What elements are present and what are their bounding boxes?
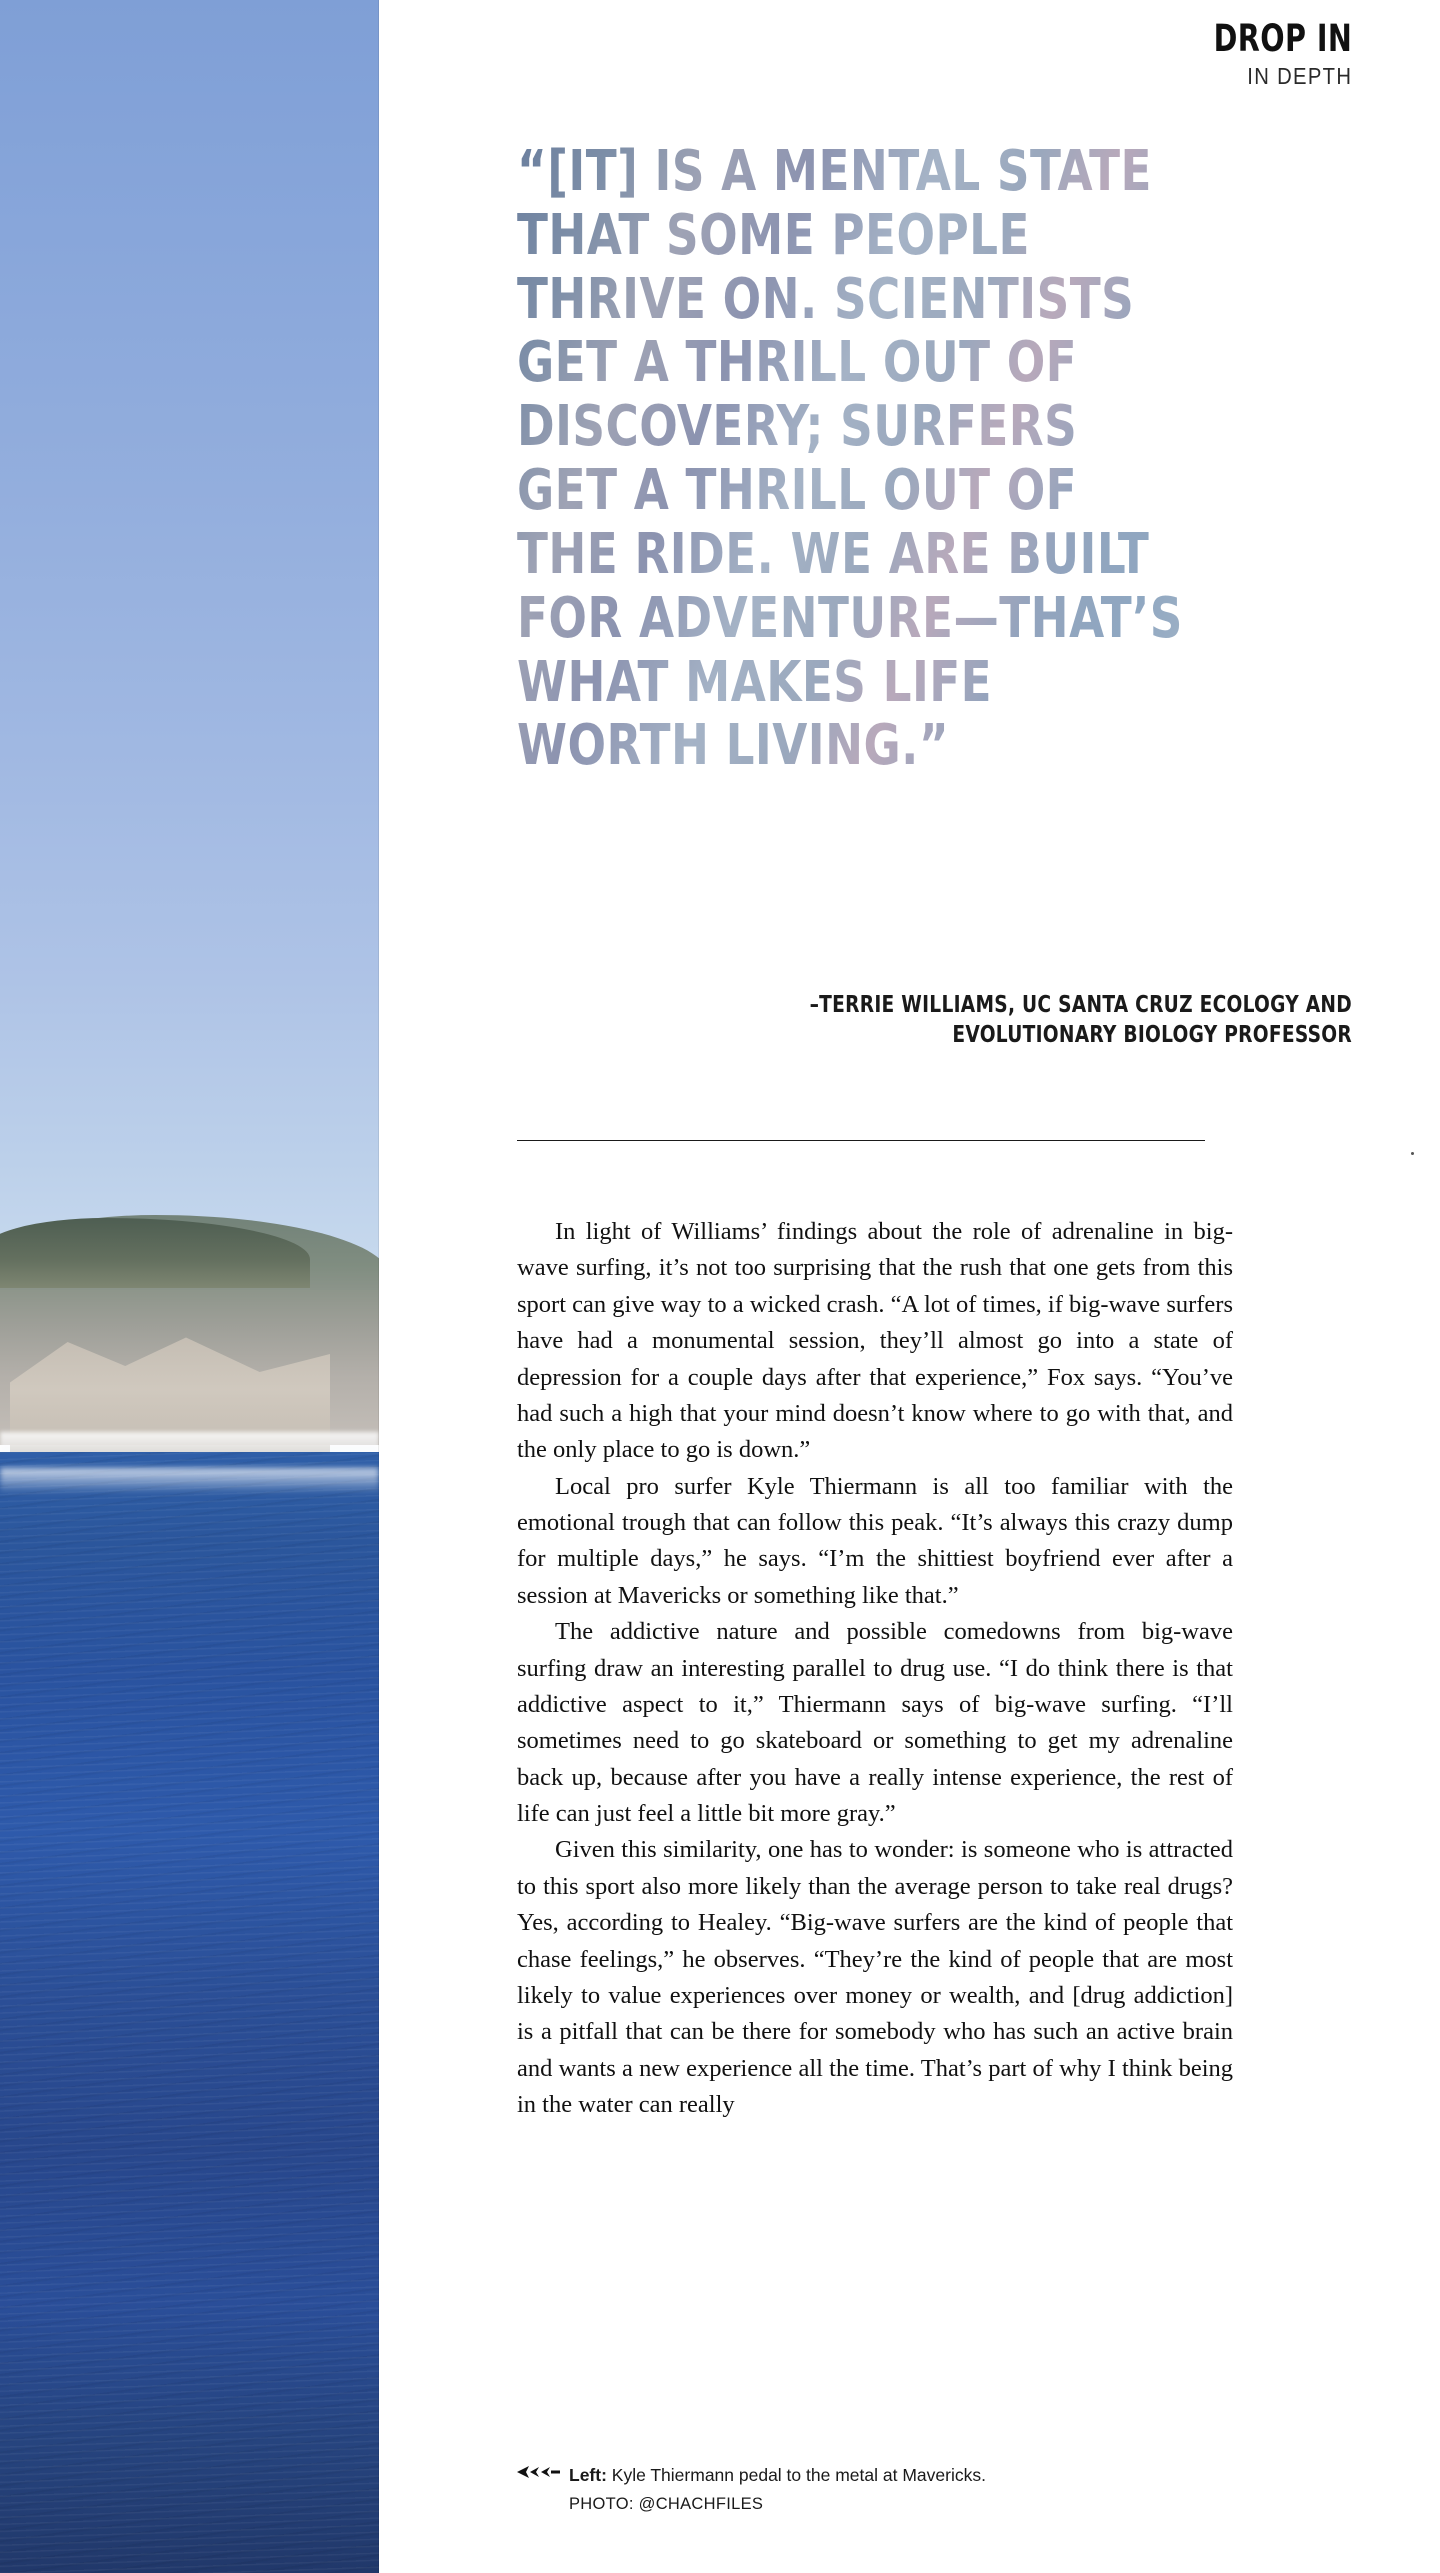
pull-quote-line: THAT SOME PEOPLE <box>517 202 1030 268</box>
photo-sky <box>0 0 379 1290</box>
attribution-line-2: EVOLUTIONARY BIOLOGY PROFESSOR <box>952 1022 1352 1049</box>
pull-quote-line: THRIVE ON. SCIENTISTS <box>517 266 1135 332</box>
article-column <box>379 0 1440 2573</box>
pull-quote-line: “[IT] IS A MENTAL STATE <box>517 139 1152 204</box>
body-paragraph: The addictive nature and possible comedowns from big-wave surfing draw an interesting parallel to drug use. “I do think there is that addictive aspect to it,” Thiermann says of big-wave surfing. “I’ll sometimes need to go skateboard or something to get my adrenaline back up, because after you have a really intense experience, the rest of life can just feel a little bit more gray.” <box>517 1618 1233 1827</box>
section-divider <box>517 1140 1205 1141</box>
section-kicker: DROP IN <box>1213 17 1352 60</box>
body-paragraph: Given this similarity, one has to wonder: is someone who is attracted to this sport also more likely than the average person to take real drugs? Yes, according to Healey. “Big-wave surfers are the kind of people that chase feelings,” he observes. “They’re the kind of people that are most likely to value experiences over money or wealth, and [drug addiction] is a pitfall that can be there for somebody who has such an active brain and wants a new experience all the time. That’s part of why I think being in the water can really <box>517 1836 1233 2118</box>
pull-quote-line: WORTH LIVING.” <box>517 713 950 779</box>
pull-quote-line: WHAT MAKES LIFE <box>517 649 993 715</box>
caption-credit: PHOTO: @CHACHFILES <box>569 2495 764 2514</box>
pull-quote-line: GET A THRILL OUT OF <box>517 458 1078 524</box>
pull-quote-attribution <box>704 990 1352 1051</box>
pull-quote-line: THE RIDE. WE ARE BUILT <box>517 521 1150 587</box>
divider-dot <box>1411 1152 1414 1155</box>
running-head <box>1191 17 1352 89</box>
surf-photo-left <box>0 0 379 2573</box>
caption-label: Left: <box>569 2465 607 2485</box>
photo-caption <box>569 2462 1269 2517</box>
body-paragraph: In light of Williams’ findings about the role of adrenaline in big-wave surfing, it’s not too surprising that the rush that one gets from this sport can give way to a wicked crash. “A lot of times, if big-wave surfers have had a monumental session, they’ll almost go into a state of depression for a couple days after that experience,” Fox says. “You’ve had such a high that your mind doesn’t know where to go with that, and the only place to go is down.” <box>517 1218 1233 1464</box>
article-body <box>517 1214 1233 2123</box>
left-arrow-icon <box>517 2463 563 2481</box>
photo-ocean <box>0 1452 379 2573</box>
caption-text: Kyle Thiermann pedal to the metal at Mavericks. <box>611 2465 986 2485</box>
pull-quote-line: DISCOVERY; SURFERS <box>517 394 1078 460</box>
pull-quote <box>517 140 1264 778</box>
photo-wave-crest <box>0 1468 379 1494</box>
pull-quote-line: FOR ADVENTURE—THAT’S <box>517 585 1183 651</box>
attribution-line-1: –TERRIE WILLIAMS, UC SANTA CRUZ ECOLOGY AND <box>809 992 1352 1018</box>
pull-quote-line: GET A THRILL OUT OF <box>517 330 1078 396</box>
section-subtitle: IN DEPTH <box>1246 63 1352 89</box>
body-paragraph: Local pro surfer Kyle Thiermann is all too familiar with the emotional trough that can follow this peak. “It’s always this crazy dump for multiple days,” he says. “I’m the shittiest boyfriend ever after a session at Mavericks or something like that.” <box>517 1472 1233 1609</box>
